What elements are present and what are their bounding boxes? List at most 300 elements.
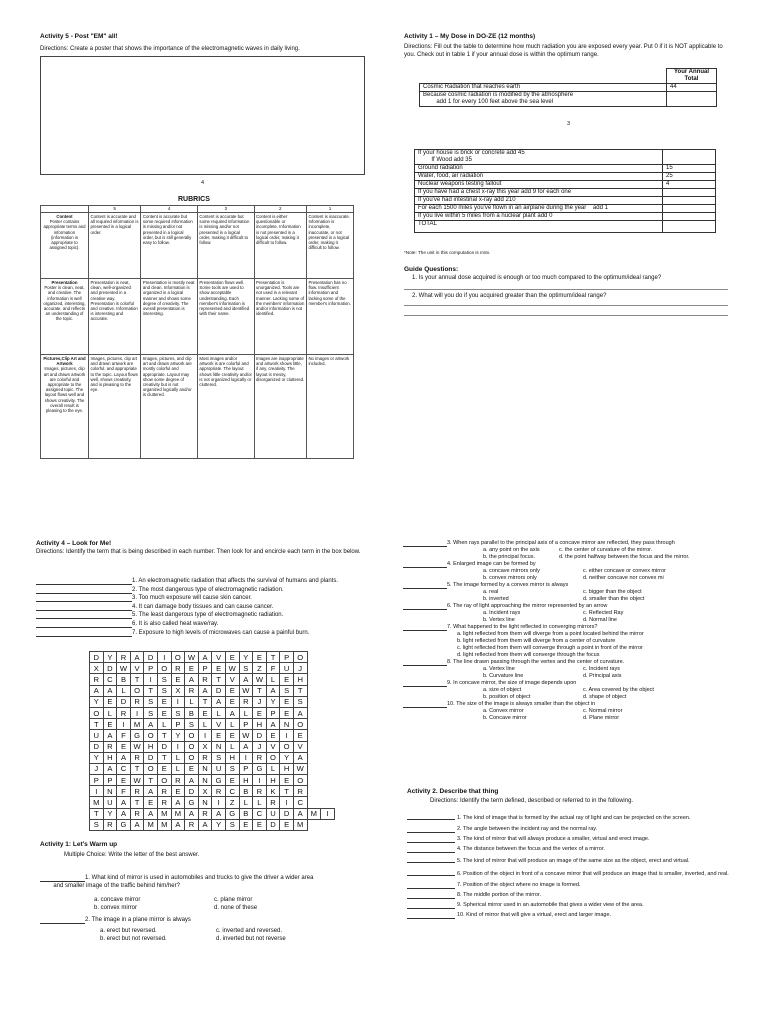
grid-letter[interactable]: B — [185, 707, 199, 718]
grid-letter[interactable]: P — [239, 763, 253, 774]
grid-letter[interactable]: T — [144, 685, 158, 696]
option[interactable]: c. the center of curvature of the mirror. — [559, 547, 653, 553]
grid-letter[interactable]: D — [185, 786, 199, 797]
grid-letter[interactable]: S — [157, 674, 171, 685]
grid-letter[interactable]: J — [253, 696, 267, 707]
grid-letter[interactable]: E — [185, 763, 199, 774]
grid-letter[interactable]: R — [90, 674, 104, 685]
grid-letter[interactable]: R — [266, 797, 280, 808]
grid-letter[interactable]: P — [90, 775, 104, 786]
grid-letter[interactable]: C — [293, 797, 307, 808]
grid-letter[interactable]: E — [103, 719, 117, 730]
grid-letter[interactable]: A — [117, 752, 131, 763]
option[interactable]: d. Normal line — [583, 617, 617, 623]
grid-letter[interactable]: D — [90, 652, 104, 663]
grid-letter[interactable]: T — [144, 775, 158, 786]
grid-letter[interactable]: Z — [253, 663, 267, 674]
grid-letter[interactable]: D — [144, 652, 158, 663]
grid-letter[interactable]: O — [293, 775, 307, 786]
grid-letter[interactable]: H — [225, 752, 239, 763]
grid-letter[interactable]: A — [293, 808, 307, 819]
answer-blank[interactable] — [403, 680, 447, 687]
grid-letter[interactable]: A — [185, 674, 199, 685]
dose-row-value[interactable]: 44 — [667, 84, 717, 92]
grid-letter[interactable]: A — [212, 808, 226, 819]
grid-letter[interactable]: E — [239, 819, 253, 830]
grid-letter[interactable]: L — [266, 674, 280, 685]
answer-line[interactable] — [404, 305, 728, 306]
grid-letter[interactable]: W — [253, 674, 267, 685]
grid-letter[interactable]: R — [130, 752, 144, 763]
grid-letter[interactable]: G — [117, 819, 131, 830]
grid-letter[interactable]: E — [253, 819, 267, 830]
grid-letter[interactable]: E — [103, 696, 117, 707]
grid-letter[interactable]: I — [130, 707, 144, 718]
grid-letter[interactable]: P — [239, 719, 253, 730]
option[interactable]: c. Area covered by the object — [583, 687, 654, 693]
grid-letter[interactable]: E — [157, 707, 171, 718]
option[interactable]: c. bigger than the object — [583, 589, 642, 595]
option[interactable]: b. position of object — [483, 694, 531, 700]
grid-letter[interactable]: V — [266, 741, 280, 752]
answer-blank[interactable] — [407, 846, 455, 853]
grid-letter[interactable]: E — [225, 730, 239, 741]
grid-letter[interactable]: T — [212, 674, 226, 685]
grid-letter[interactable]: T — [130, 763, 144, 774]
grid-letter[interactable]: O — [185, 741, 199, 752]
grid-letter[interactable]: D — [117, 696, 131, 707]
grid-letter[interactable]: E — [225, 775, 239, 786]
grid-letter[interactable]: A — [130, 819, 144, 830]
grid-letter[interactable]: E — [185, 663, 199, 674]
grid-letter[interactable]: S — [144, 707, 158, 718]
grid-letter[interactable]: I — [144, 674, 158, 685]
grid-letter[interactable]: X — [90, 663, 104, 674]
grid-letter[interactable]: H — [293, 674, 307, 685]
grid-letter[interactable]: A — [198, 685, 212, 696]
grid-letter[interactable]: T — [280, 786, 294, 797]
answer-blank[interactable] — [407, 826, 455, 833]
grid-letter[interactable]: I — [239, 752, 253, 763]
grid-letter[interactable]: R — [198, 674, 212, 685]
grid-letter[interactable]: A — [239, 674, 253, 685]
grid-letter[interactable]: E — [225, 696, 239, 707]
grid-letter[interactable]: R — [253, 752, 267, 763]
grid-letter[interactable]: L — [157, 719, 171, 730]
grid-letter[interactable]: E — [117, 775, 131, 786]
grid-letter[interactable]: R — [293, 786, 307, 797]
option[interactable]: d. neither concave nor convex mi — [583, 575, 664, 581]
option[interactable]: b. Vertex line — [483, 617, 515, 623]
option[interactable]: c. Incident rays — [583, 666, 620, 672]
grid-letter[interactable]: E — [171, 674, 185, 685]
grid-letter[interactable]: N — [198, 775, 212, 786]
answer-line[interactable] — [404, 289, 728, 290]
grid-letter[interactable]: O — [144, 763, 158, 774]
grid-letter[interactable]: O — [280, 741, 294, 752]
grid-letter[interactable]: A — [103, 730, 117, 741]
grid-letter[interactable]: R — [239, 696, 253, 707]
grid-letter[interactable]: S — [212, 752, 226, 763]
answer-blank[interactable] — [40, 917, 85, 924]
grid-letter[interactable]: V — [293, 741, 307, 752]
option[interactable]: d. smaller than the object — [583, 596, 645, 602]
grid-letter[interactable]: O — [144, 730, 158, 741]
grid-letter[interactable]: L — [239, 707, 253, 718]
grid-letter[interactable]: H — [103, 752, 117, 763]
grid-letter[interactable]: A — [266, 685, 280, 696]
grid-letter[interactable]: R — [198, 808, 212, 819]
grid-letter[interactable]: R — [157, 786, 171, 797]
grid-letter[interactable]: S — [225, 819, 239, 830]
grid-letter[interactable]: P — [144, 663, 158, 674]
grid-letter[interactable]: I — [321, 808, 335, 819]
grid-letter[interactable]: E — [157, 696, 171, 707]
grid-letter[interactable]: E — [253, 652, 267, 663]
grid-letter[interactable]: H — [144, 741, 158, 752]
grid-letter[interactable]: E — [253, 707, 267, 718]
grid-letter[interactable]: H — [253, 719, 267, 730]
grid-letter[interactable]: S — [293, 696, 307, 707]
grid-letter[interactable]: M — [90, 797, 104, 808]
grid-letter[interactable]: D — [266, 819, 280, 830]
grid-letter[interactable]: N — [198, 763, 212, 774]
grid-letter[interactable]: W — [130, 775, 144, 786]
grid-letter[interactable]: W — [293, 763, 307, 774]
grid-letter[interactable]: A — [293, 752, 307, 763]
grid-letter[interactable]: O — [157, 775, 171, 786]
grid-letter[interactable]: W — [130, 741, 144, 752]
grid-letter[interactable]: O — [293, 719, 307, 730]
grid-letter[interactable]: U — [90, 730, 104, 741]
grid-letter[interactable]: E — [157, 763, 171, 774]
grid-letter[interactable]: P — [171, 719, 185, 730]
option[interactable]: a. any point on the axis — [483, 547, 540, 553]
grid-letter[interactable]: J — [253, 741, 267, 752]
grid-letter[interactable]: C — [117, 763, 131, 774]
grid-letter[interactable]: Y — [90, 696, 104, 707]
grid-letter[interactable]: M — [307, 808, 321, 819]
grid-letter[interactable]: V — [212, 719, 226, 730]
grid-letter[interactable]: L — [239, 797, 253, 808]
grid-letter[interactable]: T — [266, 652, 280, 663]
grid-letter[interactable]: L — [171, 752, 185, 763]
option[interactable]: a. size of object — [483, 687, 522, 693]
grid-letter[interactable]: H — [280, 763, 294, 774]
grid-letter[interactable]: G — [185, 797, 199, 808]
grid-letter[interactable]: D — [280, 808, 294, 819]
grid-letter[interactable]: H — [239, 775, 253, 786]
grid-letter[interactable]: K — [266, 786, 280, 797]
grid-letter[interactable]: R — [103, 741, 117, 752]
answer-blank[interactable] — [407, 813, 455, 820]
grid-letter[interactable]: T — [90, 808, 104, 819]
grid-letter[interactable]: E — [225, 685, 239, 696]
grid-letter[interactable]: N — [212, 741, 226, 752]
grid-letter[interactable]: J — [293, 663, 307, 674]
grid-letter[interactable]: S — [144, 696, 158, 707]
option[interactable]: a. concave mirror — [94, 897, 141, 903]
grid-letter[interactable]: O — [185, 730, 199, 741]
grid-letter[interactable]: G — [225, 808, 239, 819]
answer-blank[interactable] — [407, 882, 455, 889]
grid-letter[interactable]: X — [171, 685, 185, 696]
grid-letter[interactable]: W — [239, 730, 253, 741]
grid-letter[interactable]: O — [185, 752, 199, 763]
grid-letter[interactable]: E — [171, 786, 185, 797]
grid-letter[interactable]: N — [280, 719, 294, 730]
grid-letter[interactable]: P — [266, 707, 280, 718]
grid-letter[interactable]: D — [90, 741, 104, 752]
grid-letter[interactable]: O — [130, 685, 144, 696]
grid-letter[interactable]: A — [293, 707, 307, 718]
answer-blank[interactable] — [36, 587, 132, 594]
answer-blank[interactable] — [403, 561, 447, 568]
option[interactable]: c. either concave or convex mirror — [583, 568, 666, 574]
grid-letter[interactable]: F — [117, 786, 131, 797]
grid-letter[interactable]: E — [280, 775, 294, 786]
option[interactable]: b. Curvature line — [483, 673, 524, 679]
grid-letter[interactable]: O — [293, 652, 307, 663]
grid-letter[interactable]: R — [157, 797, 171, 808]
grid-letter[interactable]: E — [212, 663, 226, 674]
grid-letter[interactable]: L — [103, 707, 117, 718]
dose-row-value[interactable] — [663, 150, 716, 165]
option[interactable]: b. Concave mirror — [483, 715, 527, 721]
grid-letter[interactable]: Y — [266, 696, 280, 707]
grid-letter[interactable]: E — [212, 730, 226, 741]
word-search-grid[interactable] — [89, 651, 335, 831]
option[interactable]: b. convex mirrors only — [483, 575, 537, 581]
option[interactable]: a. real — [483, 589, 499, 595]
option[interactable]: b. convex mirror — [94, 905, 138, 911]
answer-blank[interactable] — [36, 630, 132, 637]
grid-letter[interactable]: C — [103, 674, 117, 685]
grid-letter[interactable]: A — [130, 652, 144, 663]
grid-letter[interactable]: I — [212, 797, 226, 808]
grid-letter[interactable]: T — [90, 719, 104, 730]
grid-letter[interactable]: Y — [239, 652, 253, 663]
answer-blank[interactable] — [36, 621, 132, 628]
answer-blank[interactable] — [407, 856, 455, 863]
grid-letter[interactable]: A — [144, 719, 158, 730]
grid-letter[interactable]: L — [185, 696, 199, 707]
answer-blank[interactable] — [403, 701, 447, 708]
grid-letter[interactable]: E — [280, 696, 294, 707]
answer-blank[interactable] — [40, 875, 85, 882]
grid-letter[interactable]: Y — [103, 808, 117, 819]
grid-letter[interactable]: T — [157, 752, 171, 763]
option[interactable]: c. light reflected from them will converge through a point in front of the mirror — [457, 645, 643, 651]
grid-letter[interactable]: G — [212, 775, 226, 786]
option[interactable]: d. light reflected from them will converge through the focus — [457, 652, 600, 658]
grid-letter[interactable]: U — [266, 808, 280, 819]
grid-letter[interactable]: V — [130, 663, 144, 674]
grid-letter[interactable]: B — [239, 808, 253, 819]
grid-letter[interactable]: R — [130, 786, 144, 797]
grid-letter[interactable]: L — [171, 763, 185, 774]
option[interactable]: d. none of these — [214, 905, 258, 911]
grid-letter[interactable]: E — [293, 730, 307, 741]
grid-letter[interactable]: X — [198, 786, 212, 797]
grid-letter[interactable]: N — [198, 797, 212, 808]
grid-letter[interactable]: R — [117, 707, 131, 718]
grid-letter[interactable]: A — [171, 819, 185, 830]
grid-letter[interactable]: L — [117, 685, 131, 696]
grid-letter[interactable]: I — [280, 730, 294, 741]
answer-blank[interactable] — [407, 869, 455, 876]
grid-letter[interactable]: I — [90, 786, 104, 797]
grid-letter[interactable]: I — [253, 775, 267, 786]
grid-letter[interactable]: M — [157, 819, 171, 830]
grid-letter[interactable]: L — [198, 719, 212, 730]
grid-letter[interactable]: E — [266, 730, 280, 741]
grid-letter[interactable]: J — [90, 763, 104, 774]
grid-letter[interactable]: U — [103, 797, 117, 808]
grid-letter[interactable]: R — [130, 808, 144, 819]
grid-letter[interactable]: A — [239, 741, 253, 752]
dose-row-value[interactable]: 4 — [663, 181, 716, 189]
grid-letter[interactable]: C — [225, 786, 239, 797]
grid-letter[interactable]: P — [280, 652, 294, 663]
option[interactable]: b. light reflected from them will diverge from a center of curvature — [457, 638, 616, 644]
grid-letter[interactable]: W — [239, 685, 253, 696]
grid-letter[interactable]: I — [280, 797, 294, 808]
grid-letter[interactable]: L — [212, 707, 226, 718]
answer-blank[interactable] — [36, 595, 132, 602]
grid-letter[interactable]: Y — [103, 652, 117, 663]
grid-letter[interactable]: Y — [280, 752, 294, 763]
option[interactable]: d. inverted but not reverse — [216, 936, 286, 942]
grid-letter[interactable]: B — [239, 786, 253, 797]
grid-letter[interactable]: S — [239, 663, 253, 674]
grid-letter[interactable]: I — [171, 696, 185, 707]
answer-blank[interactable] — [36, 578, 132, 585]
answer-blank[interactable] — [403, 603, 447, 610]
grid-letter[interactable]: W — [117, 663, 131, 674]
grid-letter[interactable]: E — [280, 674, 294, 685]
grid-letter[interactable]: S — [90, 819, 104, 830]
dose-row-value[interactable]: 25 — [663, 173, 716, 181]
grid-letter[interactable]: A — [198, 819, 212, 830]
grid-letter[interactable]: Y — [90, 752, 104, 763]
grid-letter[interactable]: W — [225, 663, 239, 674]
dose-row-value[interactable] — [667, 92, 717, 107]
grid-letter[interactable]: B — [117, 674, 131, 685]
grid-letter[interactable]: S — [171, 707, 185, 718]
poster-box[interactable] — [40, 56, 365, 175]
grid-letter[interactable]: A — [266, 719, 280, 730]
option[interactable]: c. Normal mirror — [583, 708, 623, 714]
answer-blank[interactable] — [403, 540, 447, 547]
grid-letter[interactable]: F — [266, 663, 280, 674]
answer-blank[interactable] — [407, 892, 455, 899]
grid-letter[interactable]: O — [171, 652, 185, 663]
grid-letter[interactable]: I — [157, 652, 171, 663]
grid-letter[interactable]: I — [198, 730, 212, 741]
grid-letter[interactable]: E — [280, 819, 294, 830]
grid-letter[interactable]: E — [225, 652, 239, 663]
grid-letter[interactable]: Y — [171, 730, 185, 741]
option[interactable]: c. plane mirror — [214, 897, 253, 903]
grid-letter[interactable]: O — [266, 752, 280, 763]
grid-letter[interactable]: E — [280, 707, 294, 718]
grid-letter[interactable]: U — [212, 763, 226, 774]
option[interactable]: a. Convex mirror — [483, 708, 524, 714]
option[interactable]: d. shape of object — [583, 694, 627, 700]
answer-blank[interactable] — [403, 624, 447, 631]
grid-letter[interactable]: M — [130, 719, 144, 730]
grid-letter[interactable]: R — [198, 752, 212, 763]
grid-letter[interactable]: U — [280, 663, 294, 674]
grid-letter[interactable]: E — [144, 797, 158, 808]
grid-letter[interactable]: S — [280, 685, 294, 696]
grid-letter[interactable]: G — [130, 730, 144, 741]
grid-letter[interactable]: G — [253, 763, 267, 774]
grid-letter[interactable]: A — [185, 808, 199, 819]
grid-letter[interactable]: L — [266, 763, 280, 774]
grid-letter[interactable]: M — [293, 819, 307, 830]
grid-letter[interactable]: D — [157, 741, 171, 752]
grid-letter[interactable]: S — [185, 719, 199, 730]
grid-letter[interactable]: R — [117, 652, 131, 663]
grid-letter[interactable]: S — [157, 685, 171, 696]
grid-letter[interactable]: A — [144, 786, 158, 797]
grid-letter[interactable]: O — [90, 707, 104, 718]
grid-letter[interactable]: M — [144, 819, 158, 830]
answer-blank[interactable] — [403, 659, 447, 666]
grid-letter[interactable]: I — [171, 741, 185, 752]
grid-letter[interactable]: V — [225, 674, 239, 685]
grid-letter[interactable]: E — [117, 741, 131, 752]
grid-letter[interactable]: R — [185, 819, 199, 830]
grid-letter[interactable]: T — [198, 696, 212, 707]
dose-row-value[interactable] — [663, 205, 716, 213]
grid-letter[interactable]: W — [185, 652, 199, 663]
option[interactable]: a. Incident rays — [483, 610, 521, 616]
option[interactable]: d. the point halfway between the focus and the mirror. — [559, 554, 690, 560]
option[interactable]: a. concave mirrors only — [483, 568, 540, 574]
answer-blank[interactable] — [403, 582, 447, 589]
answer-blank[interactable] — [36, 604, 132, 611]
grid-letter[interactable]: F — [117, 730, 131, 741]
grid-letter[interactable]: Z — [225, 797, 239, 808]
grid-letter[interactable]: L — [253, 797, 267, 808]
grid-letter[interactable]: A — [171, 797, 185, 808]
grid-letter[interactable]: R — [171, 663, 185, 674]
option[interactable]: c. Reflected Ray — [583, 610, 624, 616]
grid-letter[interactable]: O — [157, 663, 171, 674]
grid-letter[interactable]: C — [253, 808, 267, 819]
grid-letter[interactable]: A — [103, 685, 117, 696]
grid-letter[interactable]: Y — [212, 819, 226, 830]
option[interactable]: b. erect but not reversed. — [100, 936, 167, 942]
grid-letter[interactable]: A — [144, 808, 158, 819]
grid-letter[interactable]: R — [171, 775, 185, 786]
grid-letter[interactable]: H — [266, 775, 280, 786]
dose-row-value[interactable]: 15 — [663, 165, 716, 173]
dose-row-value[interactable] — [663, 221, 716, 233]
grid-letter[interactable]: A — [212, 696, 226, 707]
answer-blank[interactable] — [407, 912, 455, 919]
grid-letter[interactable]: D — [144, 752, 158, 763]
grid-letter[interactable]: M — [157, 808, 171, 819]
grid-letter[interactable]: I — [117, 719, 131, 730]
grid-letter[interactable]: R — [103, 819, 117, 830]
grid-letter[interactable]: X — [198, 741, 212, 752]
option[interactable]: b. inverted — [483, 596, 509, 602]
grid-letter[interactable]: L — [225, 741, 239, 752]
